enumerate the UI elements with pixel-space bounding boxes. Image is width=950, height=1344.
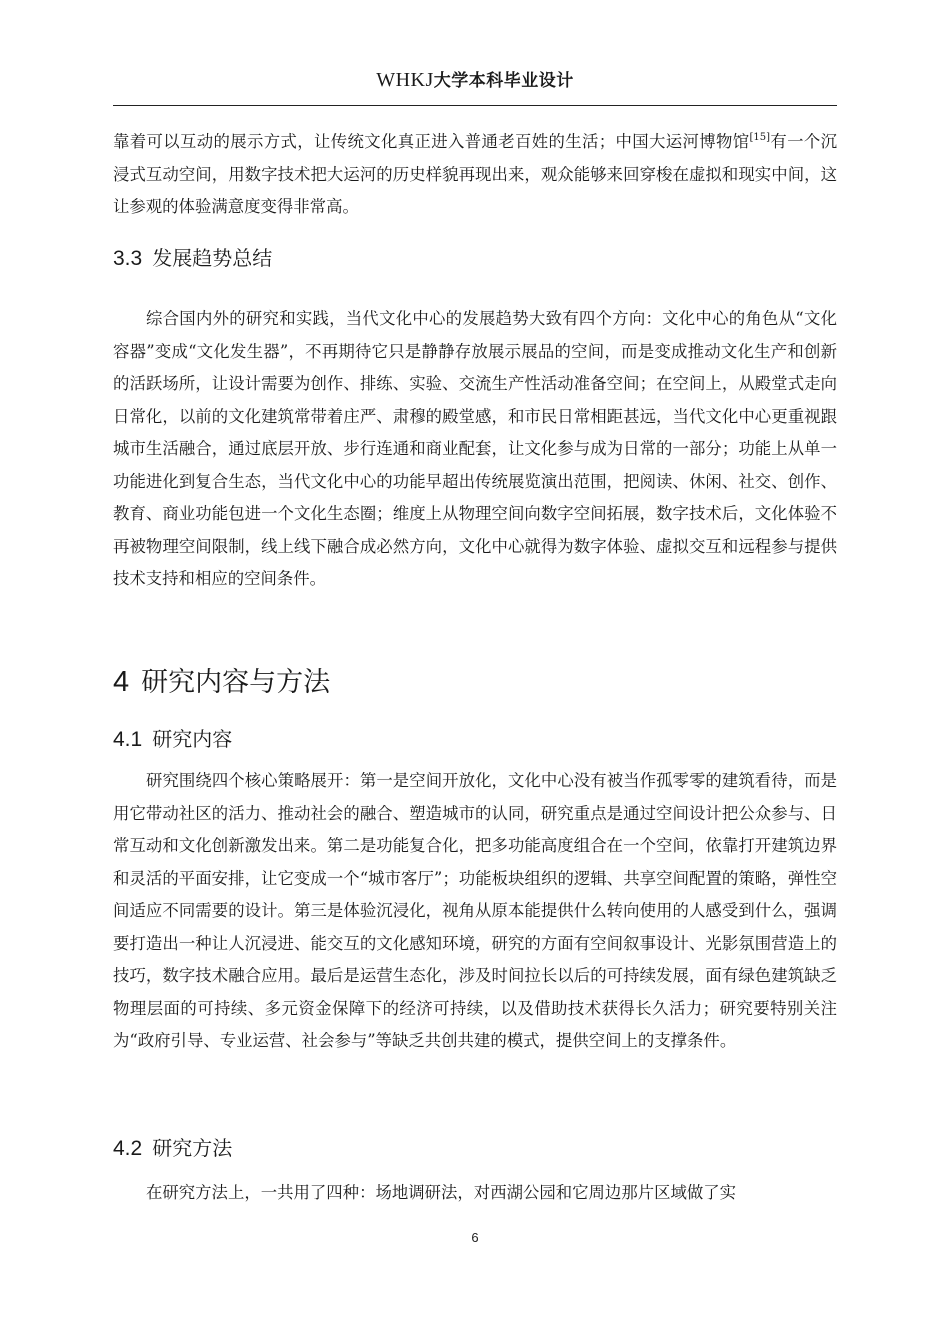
section-title: 研究内容 xyxy=(152,727,233,751)
section-number: 4.2 xyxy=(113,1137,143,1160)
page-number: 6 xyxy=(471,1230,479,1245)
chapter-heading-4 xyxy=(113,660,330,699)
section-heading-4-2 xyxy=(113,1132,232,1161)
header-latin-text: WHKJ xyxy=(376,69,434,91)
section-heading-3-3 xyxy=(113,242,272,271)
paragraph-text: 靠着可以互动的展示方式，让传统文化真正进入普通老百姓的生活；中国大运河博物馆 xyxy=(113,132,750,151)
section-number: 3.3 xyxy=(113,247,143,270)
paragraph-text: 有一个沉浸式互动空间，用数字技术把大运河的历史样貌再现出来，观众能够来回穿梭在虚拟和现实中间，这让参观的体验满意度变得非常高。 xyxy=(113,132,838,216)
paragraph-trends: 综合国内外的研究和实践，当代文化中心的发展趋势大致有四个方向：文化中心的角色从“文化容器”变成“文化发生器”，不再期待它只是静静存放展示展品的空间，而是变成推动文化生产和创新的活跃场所，让设计需要为创作、排练、实验、交流生产性活动准备空间；在空间上，从殿堂式走向日常化，以前的文化建筑常带着庄严、肃穆的殿堂感，和市民日常相距甚远，当代文化中心更重视跟城市生活融合，通过底层开放、步行连通和商业配套，让文化参与成为日常的一部分；功能上从单一功能进化到复合生态，当代文化中心的功能早超出传统展览演出范围，把阅读、休闲、社交、创作、教育、商业功能包进一个文化生态圈；维度上从物理空间向数字空间拓展，数字技术后，文化体验不再被物理空间限制，线上线下融合成必然方向，文化中心就得为数字体验、虚拟交互和远程参与提供技术支持和相应的空间条件。 xyxy=(113,309,837,588)
citation-superscript: [15] xyxy=(749,132,771,143)
section-title: 发展趋势总结 xyxy=(152,246,273,270)
chapter-title: 研究内容与方法 xyxy=(141,667,331,698)
section-heading-4-1 xyxy=(113,723,232,752)
paragraph-research-content: 研究围绕四个核心策略展开：第一是空间开放化，文化中心没有被当作孤零零的建筑看待，而是用它带动社区的活力、推动社会的融合、塑造城市的认同，研究重点是通过空间设计把公众参与、日常互动和文化创新激发出来。第二是功能复合化，把多功能高度组合在一个空间，依靠打开建筑边界和灵活的平面安排，让它变成一个“城市客厅”；功能板块组织的逻辑、共享空间配置的策略，弹性空间适应不同需要的设计。第三是体验沉浸化，视角从原本能提供什么转向使用的人感受到什么，强调要打造出一种让人沉浸进、能交互的文化感知环境，研究的方面有空间叙事设计、光影氛围营造上的技巧，数字技术融合应用。最后是运营生态化，涉及时间拉长以后的可持续发展，面有绿色建筑缺乏物理层面的可持续、多元资金保障下的经济可持续，以及借助技术获得长久活力；研究要特别关注为“政府引导、专业运营、社会参与”等缺乏共创共建的模式，提供空间上的支撑条件。 xyxy=(113,771,837,1050)
paragraph-continuation xyxy=(113,126,837,224)
paragraph-research-methods: 在研究方法上，一共用了四种：场地调研法，对西湖公园和它周边那片区域做了实 xyxy=(146,1183,737,1202)
page-header xyxy=(0,66,950,92)
header-title-text: 大学本科毕业设计 xyxy=(433,71,574,91)
chapter-number: 4 xyxy=(113,666,130,698)
section-title: 研究方法 xyxy=(152,1136,233,1160)
section-number: 4.1 xyxy=(113,728,143,751)
header-rule xyxy=(113,105,837,106)
